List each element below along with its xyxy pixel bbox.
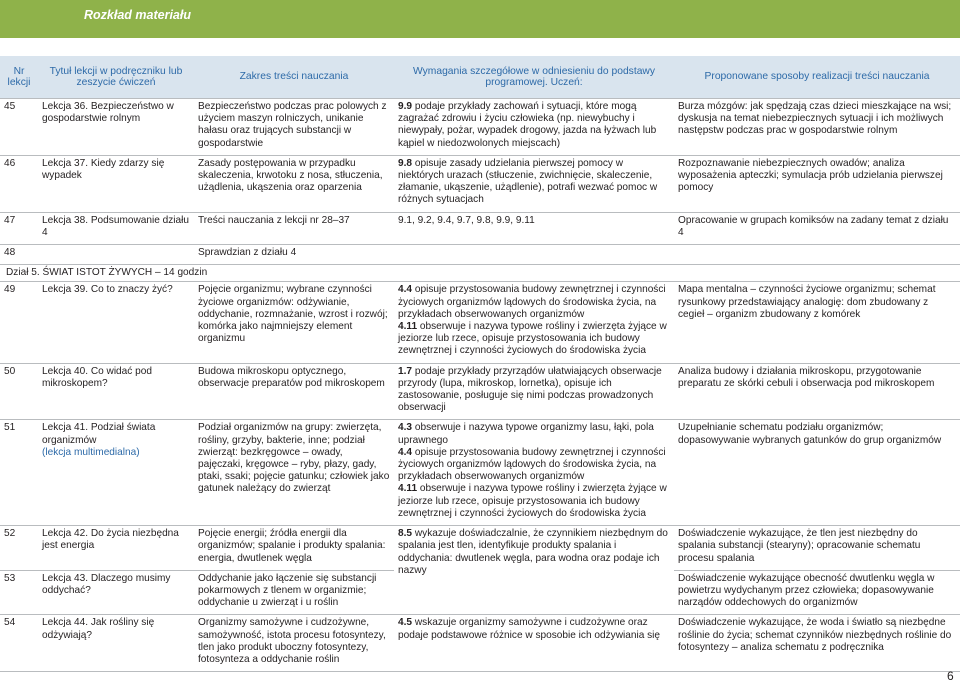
lesson-title: Lekcja 40. Co widać pod mikroskopem? — [38, 363, 194, 420]
lesson-methods: Burza mózgów: jak spędzają czas dzieci mieszkające na wsi; dyskusja na temat niebezpiecznych sytuacji i ich możliwych następstw podczas prac w gospodarstwie rolnym — [674, 99, 960, 156]
table-row — [0, 615, 960, 672]
req-code: 9.9 — [398, 101, 413, 112]
table-row — [0, 212, 960, 244]
table-row — [0, 282, 960, 363]
lesson-requirements — [394, 615, 674, 672]
table-header-row — [0, 56, 960, 99]
req-text: opisuje przystosowania budowy zewnętrznej i czynności życiowych organizmów lądowych do środowiska życia, na przykładach obserwowanych organizmów — [398, 284, 666, 320]
lesson-scope: Bezpieczeństwo podczas prac polowych z użyciem maszyn rolniczych, unikanie hałasu oraz trujących substancji w gospodarstwie — [194, 99, 394, 156]
req-text: obserwuje i nazywa typowe rośliny i zwierzęta żyjące w jeziorze lub rzece, opisuje przystosowania ich budowy zewnętrznej i czynności życiowych do środowiska życia — [398, 483, 667, 519]
lesson-scope: Oddychanie jako łączenie się substancji pokarmowych z tlenem w organizmie; oddychanie u zwierząt i u roślin — [194, 570, 394, 615]
lesson-scope: Sprawdzian z działu 4 — [194, 245, 960, 265]
header-title: Rozkład materiału — [84, 8, 191, 22]
col-header-requirements: Wymagania szczegółowe w odniesieniu do podstawy programowej. Uczeń: — [394, 56, 674, 99]
lesson-title-text: Lekcja 41. Podział świata organizmów — [42, 422, 156, 446]
lesson-title — [38, 420, 194, 526]
req-text: wykazuje doświadczalnie, że czynnikiem niezbędnym do spalania jest tlen, identyfikuje produkty spalania i oddychania: dwutlenek węgla, para wodna oraz podaje ich nazwy — [398, 528, 668, 576]
lesson-methods: Analiza budowy i działania mikroskopu, przygotowanie preparatu ze skórki cebuli i obserwacja pod mikroskopem — [674, 363, 960, 420]
lesson-scope: Treści nauczania z lekcji nr 28–37 — [194, 212, 394, 244]
lesson-nr: 47 — [0, 212, 38, 244]
section-title: Dział 5. ŚWIAT ISTOT ŻYWYCH – 14 godzin — [0, 265, 960, 282]
lesson-scope: Podział organizmów na grupy: zwierzęta, rośliny, grzyby, bakterie, inne; podział zwierząt: bezkręgowce – owady, pajęczaki, kręgowce – ryby, płazy, gady, ptaki, ssaki; pojęcie gatunku; człowiek jako gatunek należący do zwierząt — [194, 420, 394, 526]
lesson-title: Lekcja 37. Kiedy zdarzy się wypadek — [38, 155, 194, 212]
header-bar — [0, 0, 960, 38]
lesson-requirements — [394, 526, 674, 615]
req-code: 4.3 — [398, 422, 413, 434]
lesson-methods: Doświadczenie wykazujące obecność dwutlenku węgla w powietrzu wydychanym przez człowieka; dopasowywanie narządów oddechowych do organizmów — [674, 570, 960, 615]
req-code: 9.8 — [398, 157, 413, 169]
lesson-requirements — [394, 282, 674, 363]
req-text: opisuje zasady udzielania pierwszej pomocy w niektórych urazach (stłuczenie, zwichnięcie, skaleczenie, złamanie, ukąszenie, użądlenie), potrafi wezwać pomoc w różnych sytuacjach — [398, 157, 658, 206]
lesson-scope: Organizmy samożywne i cudzożywne, samożywność, istota procesu fotosyntezy, tlen jako produkt uboczny fotosyntezy, fotosynteza a oddychanie roślin — [194, 615, 394, 672]
lesson-methods: Uzupełnianie schematu podziału organizmów; dopasowywanie wybranych gatunków do grup organizmów — [674, 420, 960, 526]
multimedia-note: (lekcja multimedialna) — [42, 446, 140, 458]
req-code: 4.4 — [398, 284, 413, 296]
lesson-scope: Pojęcie energii; źródła energii dla organizmów; spalanie i produkty spalania: energia, dwutlenek węgla — [194, 526, 394, 571]
col-header-methods: Proponowane sposoby realizacji treści nauczania — [674, 56, 960, 99]
curriculum-table — [0, 56, 960, 672]
req-text: podaje przykłady zachowań i sytuacji, które mogą zagrażać zdrowiu i życiu człowieka (np. niewybuchy i niewypały, pożar, wypadek drogowy, jazda na łyżwach lub kąpiel w niedozwolonych miejscach) — [398, 101, 657, 149]
req-text: opisuje przystosowania budowy zewnętrznej i czynności życiowych organizmów lądowych do środowiska życia, na przykładach obserwowanych organizmów — [398, 446, 666, 483]
lesson-scope: Budowa mikroskopu optycznego, obserwacje preparatów pod mikroskopem — [194, 363, 394, 420]
req-text: wskazuje organizmy samożywne i cudzożywne oraz podaje podstawowe różnice w sposobie ich odżywiania się — [398, 617, 661, 641]
req-text: obserwuje i nazywa typowe organizmy lasu, łąki, pola uprawnego — [398, 422, 654, 446]
lesson-title: Lekcja 43. Dlaczego musimy oddychać? — [38, 570, 194, 615]
lesson-nr: 49 — [0, 282, 38, 363]
lesson-methods: Opracowanie w grupach komiksów na zadany temat z działu 4 — [674, 212, 960, 244]
lesson-methods: Doświadczenie wykazujące, że woda i światło są niezbędne roślinie do życia; schemat czynników niezbędnych roślinie do fotosyntezy – analiza schematu z podręcznika — [674, 615, 960, 672]
lesson-scope: Zasady postępowania w przypadku skaleczenia, krwotoku z nosa, stłuczenia, użądlenia, ukąszenia oraz oparzenia — [194, 155, 394, 212]
lesson-methods: Mapa mentalna – czynności życiowe organizmu; schemat rysunkowy przedstawiający analogię: dom zbudowany z cegieł – organizm zbudowany z komórek — [674, 282, 960, 363]
lesson-requirements: 9.1, 9.2, 9.4, 9.7, 9.8, 9.9, 9.11 — [394, 212, 674, 244]
lesson-requirements — [394, 363, 674, 420]
table-row — [0, 99, 960, 156]
lesson-requirements — [394, 99, 674, 156]
col-header-scope: Zakres treści nauczania — [194, 56, 394, 99]
req-code: 4.4 — [398, 446, 413, 458]
table-row — [0, 155, 960, 212]
lesson-requirements — [394, 155, 674, 212]
page-number: 6 — [947, 669, 954, 683]
lesson-nr: 45 — [0, 99, 38, 156]
col-header-nr: Nr lekcji — [0, 56, 38, 99]
req-code: 4.11 — [398, 483, 418, 495]
lesson-title: Lekcja 42. Do życia niezbędna jest energia — [38, 526, 194, 571]
table-row — [0, 420, 960, 526]
lesson-title: Lekcja 36. Bezpieczeństwo w gospodarstwie rolnym — [38, 99, 194, 156]
lesson-methods: Doświadczenie wykazujące, że tlen jest niezbędny do spalania substancji (stearyny); opracowanie schematu procesu spalania — [674, 526, 960, 571]
table-row — [0, 363, 960, 420]
lesson-nr: 52 — [0, 526, 38, 571]
lesson-title: Lekcja 39. Co to znaczy żyć? — [38, 282, 194, 363]
lesson-requirements — [394, 420, 674, 526]
lesson-nr: 48 — [0, 245, 38, 265]
col-header-title: Tytuł lekcji w podręczniku lub zeszycie ćwiczeń — [38, 56, 194, 99]
req-code: 1.7 — [398, 365, 413, 377]
req-code: 4.5 — [398, 617, 413, 629]
lesson-nr: 46 — [0, 155, 38, 212]
req-text: podaje przykłady przyrządów ułatwiających obserwacje przyrody (lupa, mikroskop, lornetka), opisuje ich zastosowanie, posługuje się nimi podczas prowadzonych obserwacji — [398, 365, 662, 414]
lesson-title: Lekcja 38. Podsumowanie działu 4 — [38, 212, 194, 244]
lesson-nr: 51 — [0, 420, 38, 526]
table-row — [0, 245, 960, 265]
lesson-methods: Rozpoznawanie niebezpiecznych owadów; analiza wyposażenia apteczki; symulacja prób udzielania pierwszej pomocy — [674, 155, 960, 212]
table-row — [0, 526, 960, 571]
lesson-nr: 50 — [0, 363, 38, 420]
req-text: obserwuje i nazywa typowe rośliny i zwierzęta żyjące w jeziorze lub rzece, opisuje przystosowania ich budowy zewnętrznej i czynności życiowych do środowiska życia — [398, 321, 667, 357]
section-row — [0, 265, 960, 282]
req-code: 4.11 — [398, 321, 418, 333]
lesson-nr: 54 — [0, 615, 38, 672]
lesson-title: Lekcja 44. Jak rośliny się odżywiają? — [38, 615, 194, 672]
lesson-nr: 53 — [0, 570, 38, 615]
lesson-scope: Pojęcie organizmu; wybrane czynności życiowe organizmów: odżywianie, oddychanie, rozmnażanie, wzrost i rozwój; komórka jako najmniejszy element organizmu — [194, 282, 394, 363]
req-code: 8.5 — [398, 528, 413, 540]
